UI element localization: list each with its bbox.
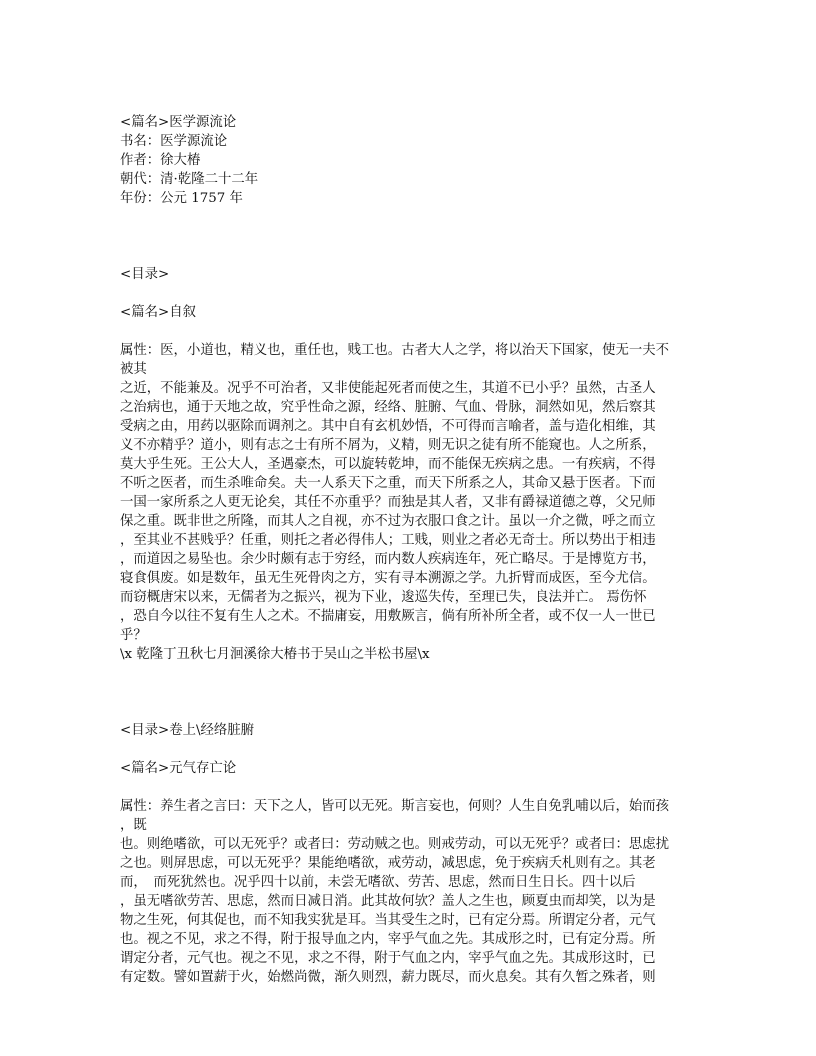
body-line: ，至其业不甚贱乎？任重，则托之者必得伟人；工贱，则业之者必无奇士。所以势出于相违 bbox=[120, 533, 656, 548]
body-line: 而， 而死犹然也。况乎四十以前，未尝无嗜欲、劳苦、思虑，然而日生日长。四十以后 bbox=[120, 875, 636, 890]
body-line: 而窃概唐宋以来，无儒者为之振兴，视为下业，逡巡失传，至理已失，良法并亡。 焉伤怀 bbox=[120, 590, 647, 605]
body-line: ，而道因之易坠也。余少时颇有志于穷经，而内数人疾病连年，死亡略尽。于是博览方书， bbox=[120, 552, 656, 567]
body-line: 被其 bbox=[120, 362, 147, 377]
toc-label: <目录> bbox=[120, 267, 170, 282]
section-body bbox=[120, 341, 700, 664]
body-line: ，恐自今以往不复有生人之术。不揣庸妄，用敷厥言，倘有所补所全者，或不仅一人一世已 bbox=[120, 609, 656, 624]
body-line: 不听之医者，而生杀唯命矣。夫一人系天下之重，而天下所系之人，其命又悬于医者。下而 bbox=[120, 476, 656, 491]
header-book: 书名：医学源流论 bbox=[120, 134, 228, 149]
header-author: 作者：徐大椿 bbox=[120, 153, 201, 168]
body-line: ，既 bbox=[120, 818, 147, 833]
body-line: 保之重。既非世之所隆，而其人之自视，亦不过为衣服口食之计。虽以一介之微，呼之而立 bbox=[120, 514, 656, 529]
body-line: 之也。则屏思虑，可以无死乎？果能绝嗜欲，戒劳动，减思虑，免于疾病夭札则有之。其老 bbox=[120, 856, 656, 871]
body-line: 义不亦精乎？道小，则有志之士有所不屑为，义精，则无识之徒有所不能窥也。人之所系， bbox=[120, 438, 656, 453]
body-line: 属性：养生者之言曰：天下之人，皆可以无死。斯言妄也，何则？人生自免乳哺以后，始而孩 bbox=[120, 799, 670, 814]
body-line: 一国一家所系之人更无论矣，其任不亦重乎？而独是其人者，又非有爵禄道德之尊，父兄师 bbox=[120, 495, 656, 510]
body-line: 之治病也，通于天地之故，究乎性命之源，经络、脏腑、气血、骨脉，洞然如见，然后察其 bbox=[120, 400, 656, 415]
section-title: <篇名>元气存亡论 bbox=[120, 761, 237, 776]
body-line: 谓定分者，元气也。视之不见，求之不得，附于气血之内，宰乎气血之先。其成形这时，已 bbox=[120, 951, 656, 966]
body-line: 有定数。譬如置薪于火，始燃尚微，渐久则烈，薪力既尽，而火息矣。其有久暂之殊者，则 bbox=[120, 970, 656, 985]
signature-line: \x 乾隆丁丑秋七月洄溪徐大椿书于吴山之半松书屋\x bbox=[120, 647, 430, 662]
section-body bbox=[120, 797, 700, 987]
body-line: 乎？ bbox=[120, 628, 147, 643]
document-page bbox=[120, 113, 700, 987]
body-line: 也。则绝嗜欲，可以无死乎？或者曰：劳动贼之也。则戒劳动，可以无死乎？或者曰：思虑扰 bbox=[120, 837, 670, 852]
body-line: 寝食俱废。如是数年，虽无生死骨肉之方，实有寻本溯源之学。九折臂而成医，至今尤信。 bbox=[120, 571, 656, 586]
body-line: 物之生死，何其促也，而不知我实犹是耳。当其受生之时，已有定分焉。所谓定分者，元气 bbox=[120, 913, 656, 928]
header-year: 年份：公元 1757 年 bbox=[120, 191, 243, 206]
body-line: 之近，不能兼及。况乎不可治者，又非使能起死者而使之生，其道不已小乎？虽然，古圣人 bbox=[120, 381, 656, 396]
header-dynasty: 朝代：清·乾隆二十二年 bbox=[120, 172, 259, 187]
body-line: ，虽无嗜欲劳苦、思虑，然而日减日消。此其故何欤？盖人之生也，顾夏虫而却笑，以为是 bbox=[120, 894, 656, 909]
body-line: 莫大乎生死。王公大人，圣遇豪杰，可以旋转乾坤，而不能保无疾病之患。一有疾病，不得 bbox=[120, 457, 656, 472]
header-title: <篇名>医学源流论 bbox=[120, 115, 237, 130]
body-line: 属性：医，小道也，精义也，重任也，贱工也。古者大人之学，将以治天下国家，使无一夫不 bbox=[120, 343, 670, 358]
section-title: <篇名>自叙 bbox=[120, 305, 197, 320]
body-line: 受病之由，用药以驱除而调剂之。其中自有玄机妙悟，不可得而言喻者，盖与造化相维，其 bbox=[120, 419, 656, 434]
toc-label: <目录>卷上\经络脏腑 bbox=[120, 723, 255, 738]
body-line: 也。视之不见，求之不得，附于报导血之内，宰乎气血之先。其成形之时，已有定分焉。所 bbox=[120, 932, 656, 947]
